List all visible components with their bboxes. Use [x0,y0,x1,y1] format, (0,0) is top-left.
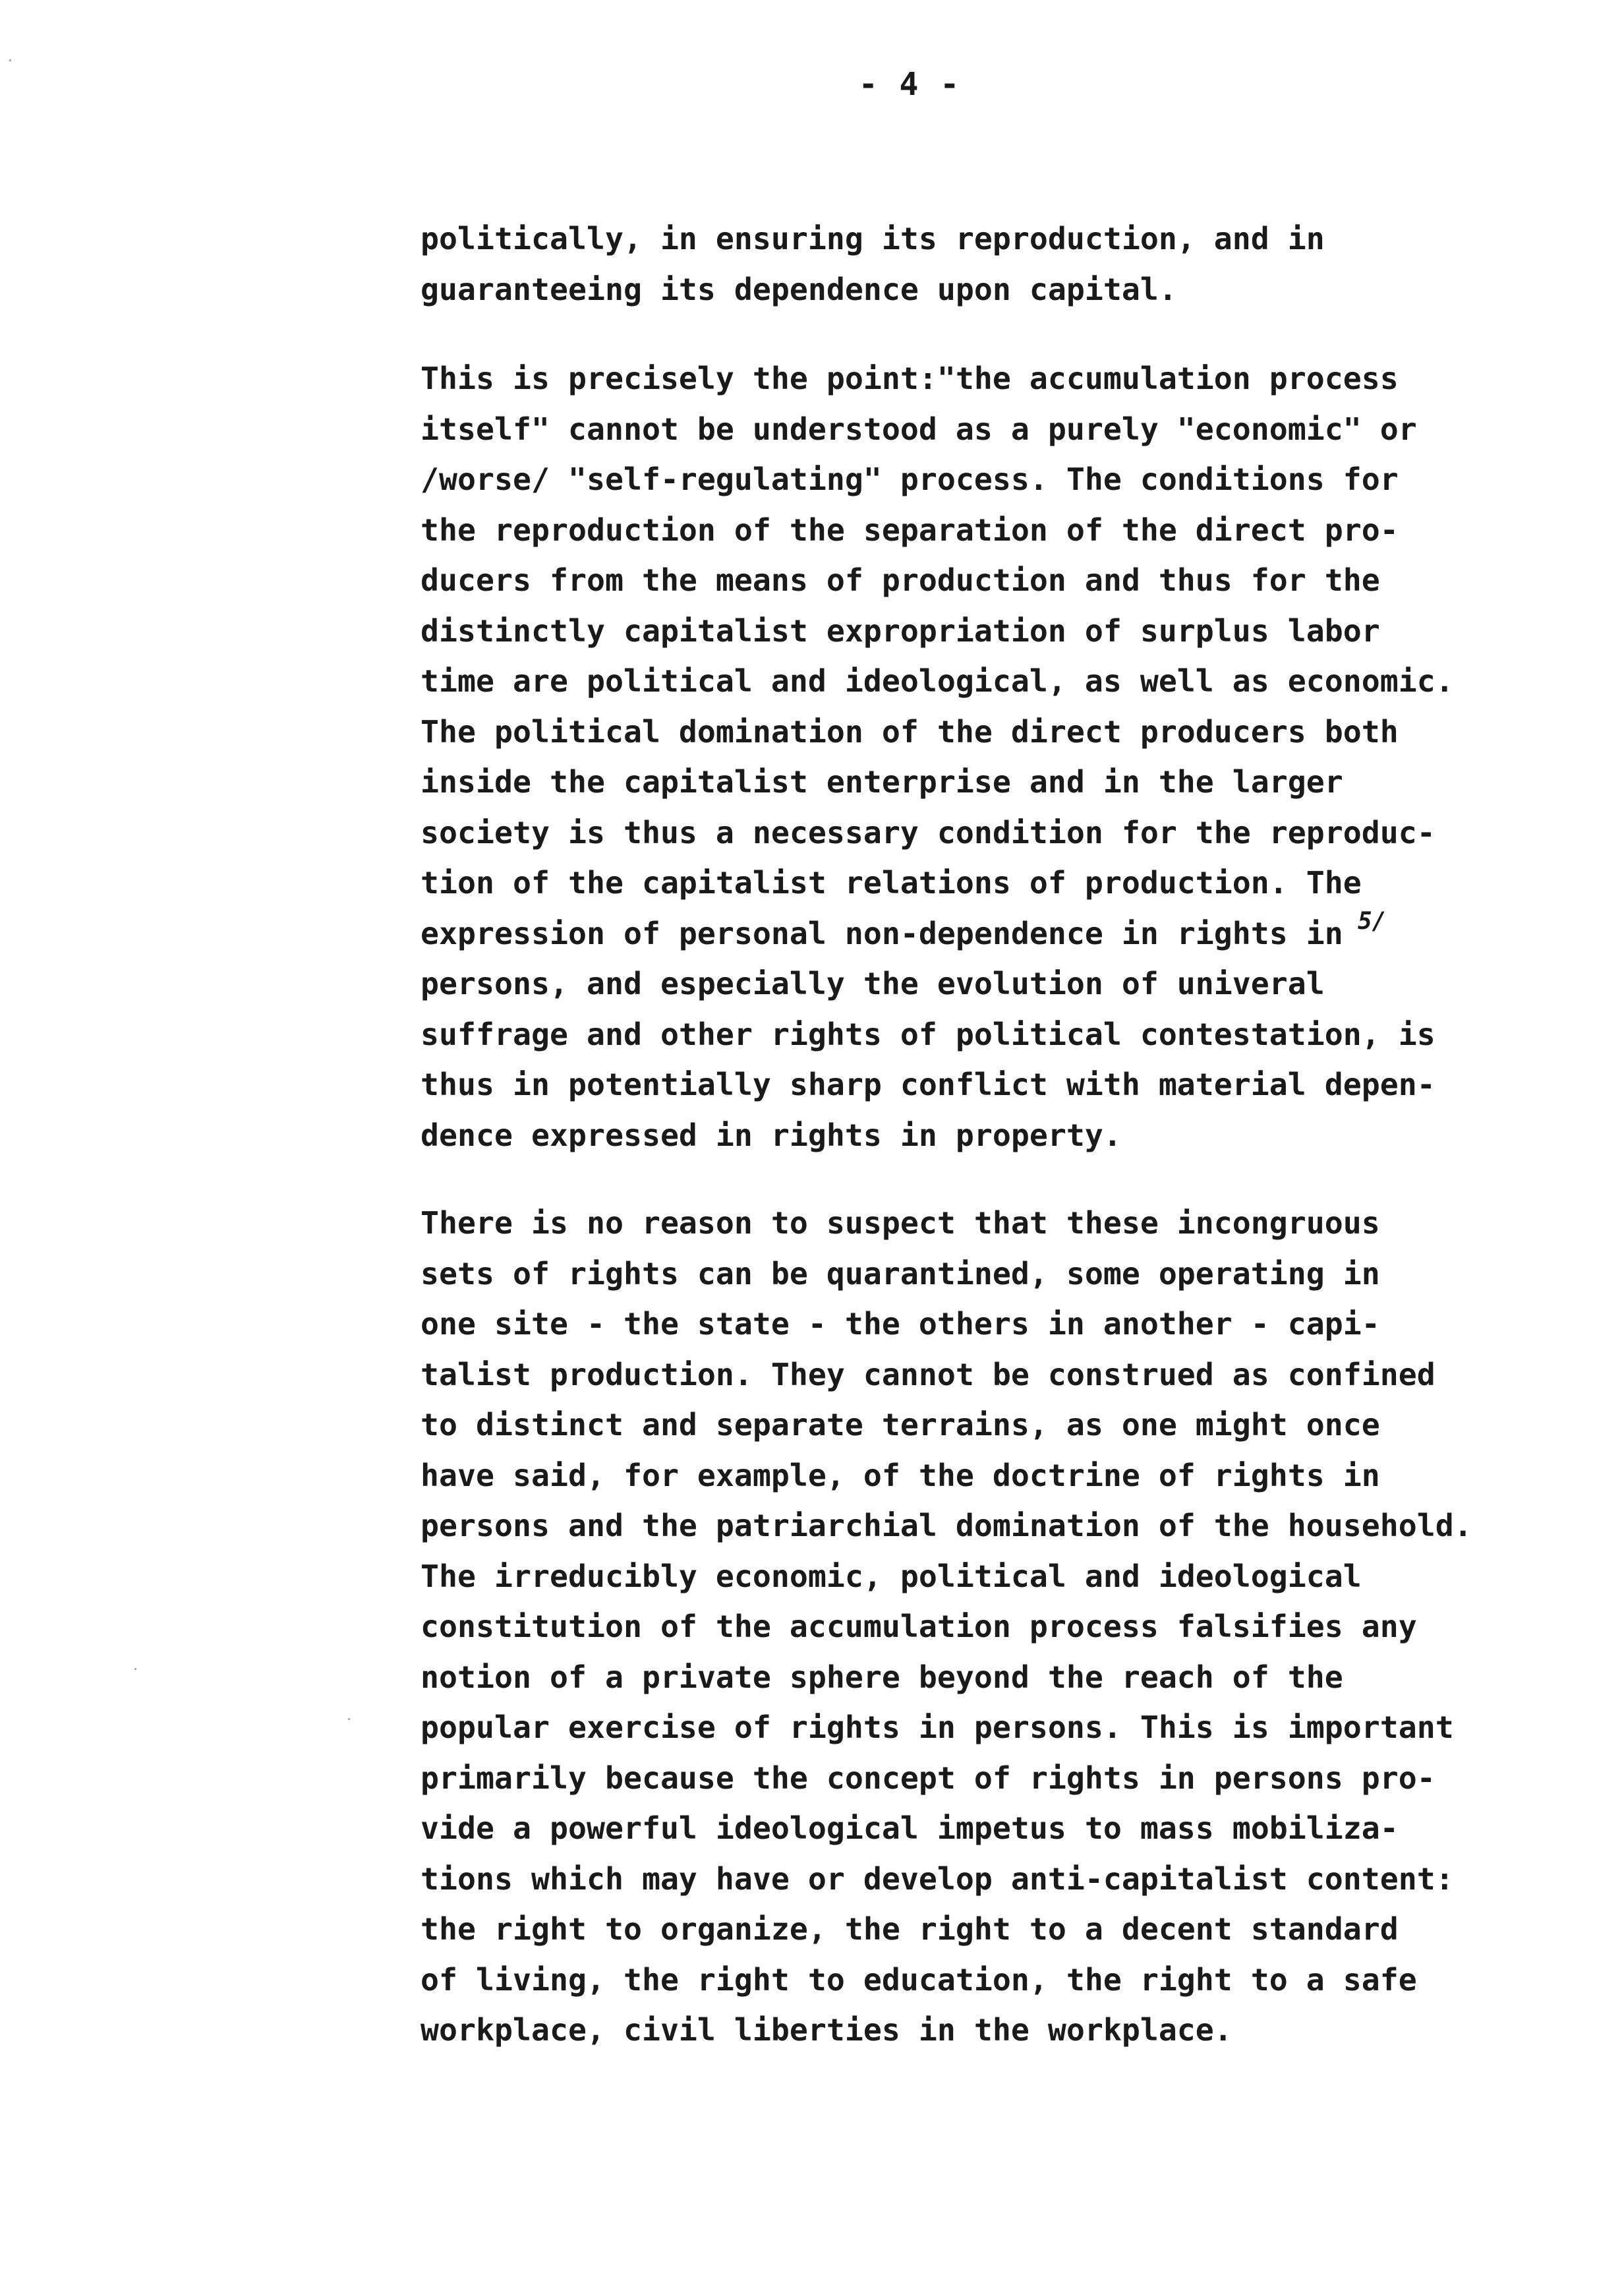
paragraph-1 [420,214,1325,314]
scan-speck [9,59,11,61]
text-line: sets of rights can be quarantined, some operating in [420,1255,1380,1292]
text-line: tions which may have or develop anti-capitalist content: [420,1860,1454,1897]
text-line: talist production. They cannot be construed as confined [420,1356,1436,1392]
text-line: popular exercise of rights in persons. This is important [420,1709,1454,1745]
text-line: guaranteeing its dependence upon capital. [420,271,1177,307]
text-line: one site - the state - the others in another - capi- [420,1306,1380,1342]
text-line: constitution of the accumulation process falsifies any [420,1609,1417,1644]
text-line: notion of a private sphere beyond the reach of the [420,1659,1343,1695]
text-line: ducers from the means of production and thus for the [420,562,1380,598]
footnote-marker: 5/ [1358,908,1387,935]
text-line: expression of personal non-dependence in rights in [420,915,1343,951]
paragraph-3 [420,1198,1472,2056]
text-line: persons and the patriarchial domination of the household. [420,1508,1472,1543]
scan-speck [134,1668,136,1670]
text-line: workplace, civil liberties in the workplace. [420,2012,1232,2048]
paragraph-2 [420,353,1454,1160]
text-line: tion of the capitalist relations of production. The [420,865,1362,901]
scan-speck [348,1718,350,1720]
text-line: the right to organize, the right to a decent standard [420,1911,1399,1947]
text-line: time are political and ideological, as well as economic. [420,663,1454,699]
text-line: /worse/ "self-regulating" process. The conditions for [420,461,1399,497]
text-line: dence expressed in rights in property. [420,1117,1122,1153]
text-line: distinctly capitalist expropriation of surplus labor [420,612,1380,649]
text-line: The irreducibly economic, political and ideological [420,1558,1362,1594]
text-line: This is precisely the point:"the accumulation process [420,361,1399,396]
text-line: the reproduction of the separation of the direct pro- [420,512,1399,548]
text-line: suffrage and other rights of political contestation, is [420,1016,1436,1052]
text-line: vide a powerful ideological impetus to mass mobiliza- [420,1810,1399,1846]
page-number: - 4 - [858,66,961,103]
text-line: thus in potentially sharp conflict with material depen- [420,1067,1436,1102]
text-line: primarily because the concept of rights in persons pro- [420,1760,1436,1796]
text-line: of living, the right to education, the right to a safe [420,1961,1417,1998]
text-line: to distinct and separate terrains, as one might once [420,1407,1380,1442]
text-line: itself" cannot be understood as a purely "economic" or [420,411,1417,447]
text-line: politically, in ensuring its reproduction, and in [420,221,1325,256]
text-line: The political domination of the direct producers both [420,713,1399,750]
text-line: There is no reason to suspect that these incongruous [420,1205,1380,1241]
text-line: inside the capitalist enterprise and in the larger [420,764,1343,800]
text-line: society is thus a necessary condition for the reproduc- [420,814,1436,850]
text-line: have said, for example, of the doctrine of rights in [420,1457,1380,1493]
text-line: persons, and especially the evolution of univeral [420,966,1325,1001]
